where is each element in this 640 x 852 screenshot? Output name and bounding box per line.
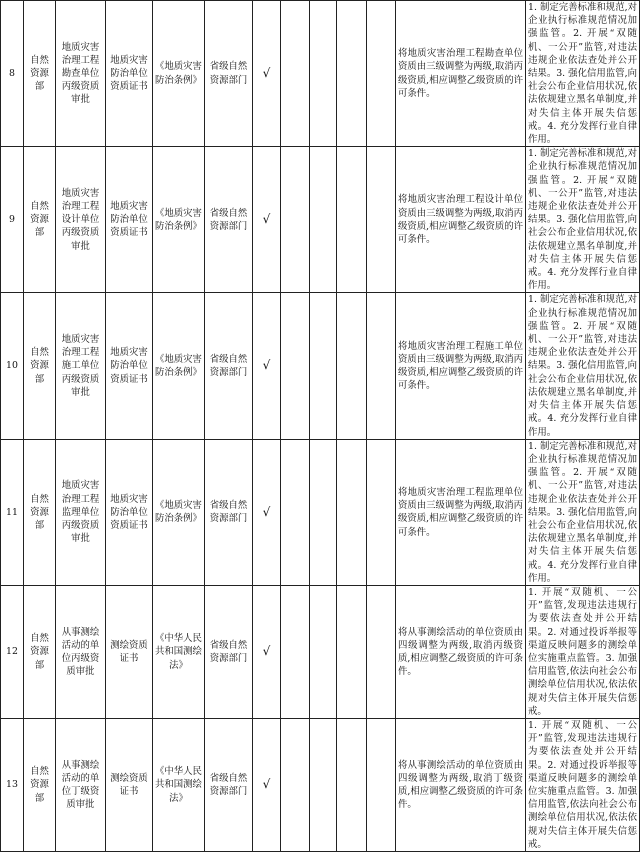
legal-basis-cell: 《地质灾害防治条例》 <box>153 293 205 439</box>
row-number: 12 <box>1 585 24 718</box>
empty-cell <box>337 718 367 851</box>
department-cell: 自然资源部 <box>24 439 56 585</box>
certificate-cell: 测绘资质证书 <box>106 585 153 718</box>
department-cell: 自然资源部 <box>24 585 56 718</box>
supervision-measures-cell: 1. 制定完善标准和规范,对企业执行标准规范情况加强监管。2. 开展“双随机、一公开”监管,对违法违规企业依法查处并公开结果。3. 强化信用监管,向社会公布企业信用状况,依法依规建立黑名单制度,并对失信主体开展失信惩戒。4. 充分发挥行业自律作用。 <box>526 147 640 293</box>
certificate-cell: 地质灾害防治单位资质证书 <box>106 439 153 585</box>
empty-cell <box>337 585 367 718</box>
supervision-measures-cell: 1. 开展“双随机、一公开”监管,发现违法违规行为要依法查处并公开结果。2. 对通过投诉举报等渠道反映问题多的测绘单位实施重点监管。3. 加强信用监管,依法向社会公布测绘单位信用状况,依法依规对失信主体开展失信惩戒。 <box>526 585 640 718</box>
empty-cell <box>281 718 310 851</box>
legal-basis-cell: 《中华人民共和国测绘法》 <box>153 585 205 718</box>
item-name-cell: 地质灾害治理工程设计单位丙级资质审批 <box>56 147 106 293</box>
empty-cell <box>337 147 367 293</box>
checkmark-cell: √ <box>253 439 281 585</box>
certificate-cell: 地质灾害防治单位资质证书 <box>106 293 153 439</box>
department-cell: 自然资源部 <box>24 718 56 851</box>
empty-cell <box>281 585 310 718</box>
item-name-cell: 从事测绘活动的单位丙级资质审批 <box>56 585 106 718</box>
empty-cell <box>367 293 396 439</box>
checkmark-cell: √ <box>253 1 281 147</box>
empty-cell <box>310 439 337 585</box>
empty-cell <box>367 1 396 147</box>
table-row <box>1 293 640 439</box>
supervision-measures-cell: 1. 开展“双随机、一公开”监管,发现违法违规行为要依法查处并公开结果。2. 对通过投诉举报等渠道反映问题多的测绘单位实施重点监管。3. 加强信用监管,依法向社会公布测绘单位信用状况,依法依规对失信主体开展失信惩戒。 <box>526 718 640 851</box>
empty-cell <box>310 718 337 851</box>
table-row <box>1 1 640 147</box>
department-cell: 自然资源部 <box>24 293 56 439</box>
supervision-measures-cell: 1. 制定完善标准和规范,对企业执行标准规范情况加强监管。2. 开展“双随机、一公开”监管,对违法违规企业依法查处并公开结果。3. 强化信用监管,向社会公布企业信用状况,依法依规建立黑名单制度,并对失信主体开展失信惩戒。4. 充分发挥行业自律作用。 <box>526 439 640 585</box>
table-row <box>1 585 640 718</box>
item-name-cell: 地质灾害治理工程施工单位丙级资质审批 <box>56 293 106 439</box>
authority-cell: 省级自然资源部门 <box>205 585 253 718</box>
empty-cell <box>281 293 310 439</box>
empty-cell <box>337 293 367 439</box>
authority-cell: 省级自然资源部门 <box>205 147 253 293</box>
reform-content-cell: 将从事测绘活动的单位资质由四级调整为两级,取消丁级资质,相应调整乙级资质的许可条件。 <box>396 718 526 851</box>
empty-cell <box>367 439 396 585</box>
reform-content-cell: 将从事测绘活动的单位资质由四级调整为两级,取消丙级资质,相应调整乙级资质的许可条件。 <box>396 585 526 718</box>
row-number: 8 <box>1 1 24 147</box>
reform-content-cell: 将地质灾害治理工程设计单位资质由三级调整为两级,取消丙级资质,相应调整乙级资质的许可条件。 <box>396 147 526 293</box>
table-row <box>1 439 640 585</box>
empty-cell <box>310 293 337 439</box>
empty-cell <box>310 585 337 718</box>
empty-cell <box>337 439 367 585</box>
empty-cell <box>367 585 396 718</box>
department-cell: 自然资源部 <box>24 147 56 293</box>
legal-basis-cell: 《地质灾害防治条例》 <box>153 147 205 293</box>
empty-cell <box>281 1 310 147</box>
row-number: 11 <box>1 439 24 585</box>
checkmark-cell: √ <box>253 718 281 851</box>
supervision-measures-cell: 1. 制定完善标准和规范,对企业执行标准规范情况加强监管。2. 开展“双随机、一公开”监管,对违法违规企业依法查处并公开结果。3. 强化信用监管,向社会公布企业信用状况,依法依规建立黑名单制度,并对失信主体开展失信惩戒。4. 充分发挥行业自律作用。 <box>526 1 640 147</box>
authority-cell: 省级自然资源部门 <box>205 439 253 585</box>
certificate-cell: 地质灾害防治单位资质证书 <box>106 147 153 293</box>
checkmark-cell: √ <box>253 585 281 718</box>
empty-cell <box>310 147 337 293</box>
item-name-cell: 地质灾害治理工程勘查单位丙级资质审批 <box>56 1 106 147</box>
empty-cell <box>367 147 396 293</box>
item-name-cell: 从事测绘活动的单位丁级资质审批 <box>56 718 106 851</box>
reform-content-cell: 将地质灾害治理工程施工单位资质由三级调整为两级,取消丙级资质,相应调整乙级资质的许可条件。 <box>396 293 526 439</box>
empty-cell <box>310 1 337 147</box>
checkmark-cell: √ <box>253 147 281 293</box>
authority-cell: 省级自然资源部门 <box>205 1 253 147</box>
authority-cell: 省级自然资源部门 <box>205 293 253 439</box>
empty-cell <box>281 439 310 585</box>
row-number: 9 <box>1 147 24 293</box>
row-number: 13 <box>1 718 24 851</box>
supervision-measures-cell: 1. 制定完善标准和规范,对企业执行标准规范情况加强监管。2. 开展“双随机、一公开”监管,对违法违规企业依法查处并公开结果。3. 强化信用监管,向社会公布企业信用状况,依法依规建立黑名单制度,并对失信主体开展失信惩戒。4. 充分发挥行业自律作用。 <box>526 293 640 439</box>
department-cell: 自然资源部 <box>24 1 56 147</box>
checkmark-cell: √ <box>253 293 281 439</box>
certificate-cell: 测绘资质证书 <box>106 718 153 851</box>
table-row <box>1 147 640 293</box>
reform-content-cell: 将地质灾害治理工程勘查单位资质由三级调整为两级,取消丙级资质,相应调整乙级资质的许可条件。 <box>396 1 526 147</box>
legal-basis-cell: 《地质灾害防治条例》 <box>153 1 205 147</box>
empty-cell <box>367 718 396 851</box>
empty-cell <box>281 147 310 293</box>
legal-basis-cell: 《地质灾害防治条例》 <box>153 439 205 585</box>
row-number: 10 <box>1 293 24 439</box>
legal-basis-cell: 《中华人民共和国测绘法》 <box>153 718 205 851</box>
certificate-cell: 地质灾害防治单位资质证书 <box>106 1 153 147</box>
empty-cell <box>337 1 367 147</box>
table-row <box>1 718 640 851</box>
authority-cell: 省级自然资源部门 <box>205 718 253 851</box>
item-name-cell: 地质灾害治理工程监理单位丙级资质审批 <box>56 439 106 585</box>
reform-content-cell: 将地质灾害治理工程监理单位资质由三级调整为两级,取消丙级资质,相应调整乙级资质的许可条件。 <box>396 439 526 585</box>
